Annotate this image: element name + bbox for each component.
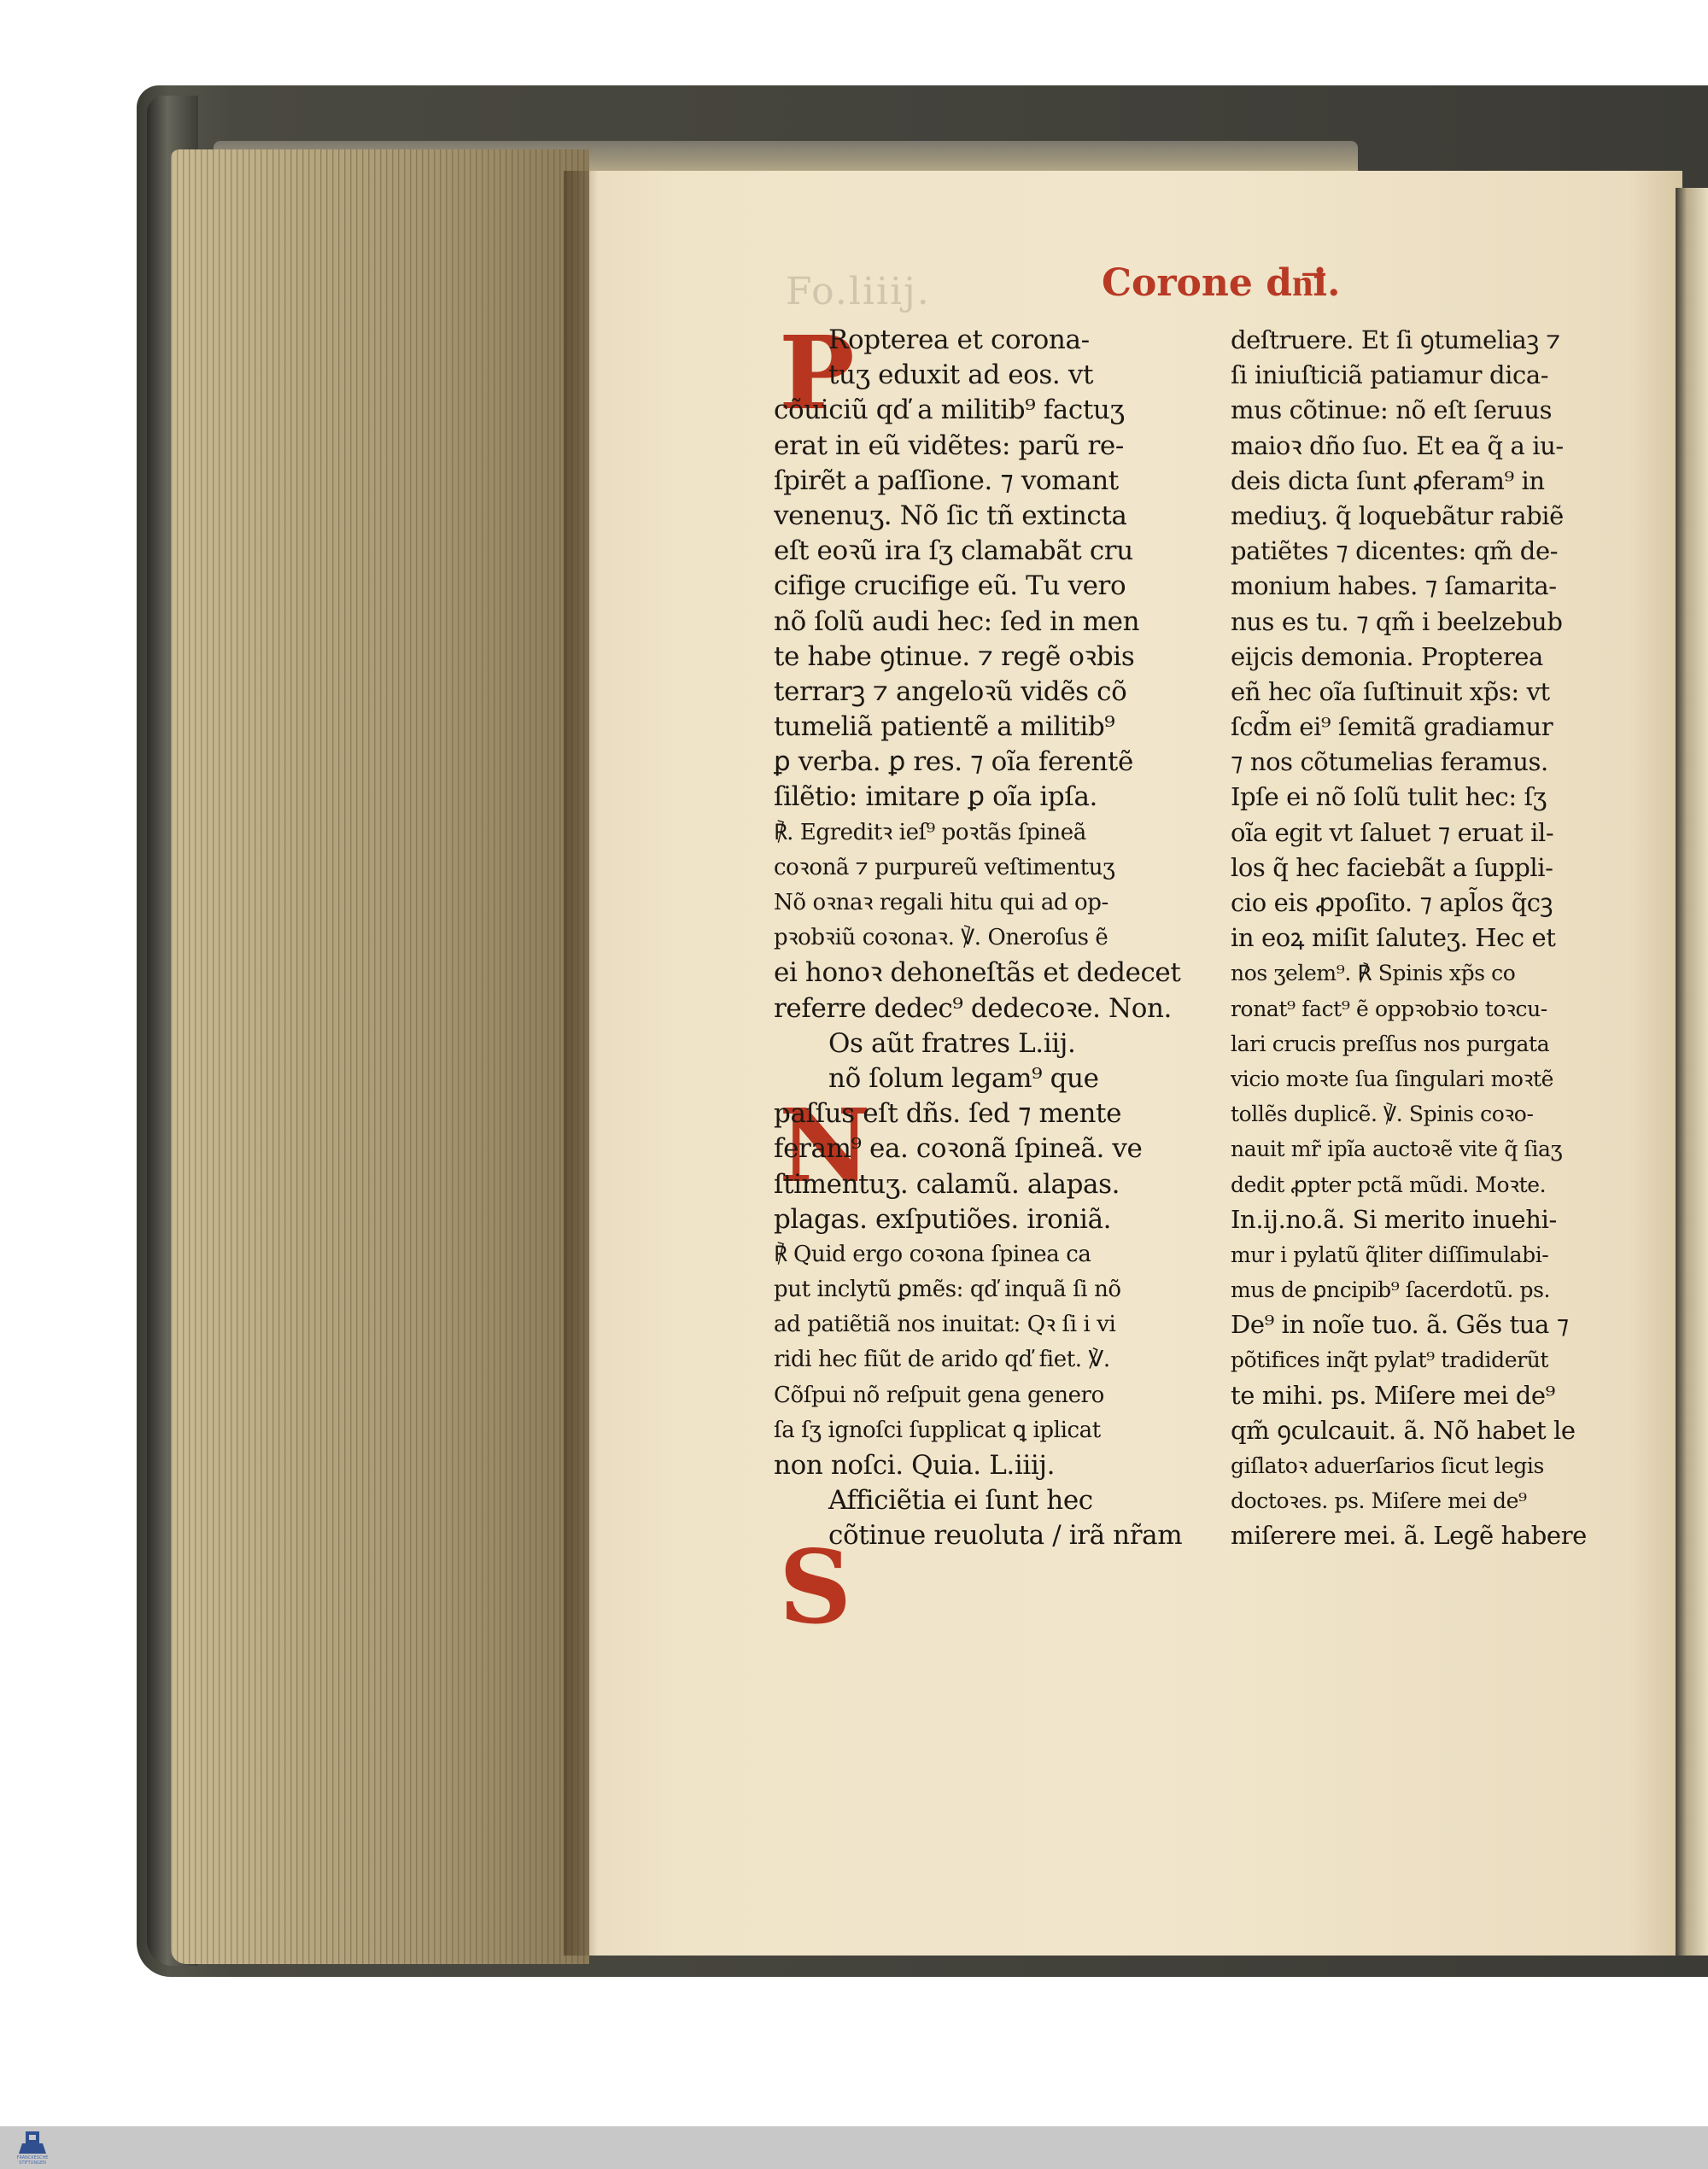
text-line: deis dicta ſunt ꝓferam⁹ in bbox=[1231, 465, 1545, 495]
text-line: giſlatoꝛ aduerſarios ſicut legis bbox=[1231, 1453, 1544, 1478]
text-line: cõtinue reuoluta / irã nr̃am bbox=[828, 1520, 1183, 1552]
text-line: ridi hec fiũt de arido qď fiet. ℣. bbox=[774, 1347, 1110, 1373]
text-line: Cõſpui nõ reſpuit gena genero bbox=[774, 1382, 1104, 1408]
text-line: te habe ꝯtinue. ⁊ regẽ oꝛbis bbox=[774, 640, 1135, 672]
text-line: Ropterea et corona- bbox=[828, 324, 1090, 355]
text-line: nõ ſolum legam⁹ que bbox=[828, 1062, 1099, 1094]
text-line: oĩa egit vt ſaluet ⁊ eruat il- bbox=[1231, 817, 1554, 847]
text-line: põtifices inq̃t pylat⁹ tradiderũt bbox=[1231, 1348, 1549, 1373]
text-line: feram⁹ ea. coꝛonã ſpineã. ve bbox=[774, 1133, 1143, 1165]
text-line: ronat⁹ fact⁹ ẽ oppꝛobꝛio toꝛcu- bbox=[1231, 996, 1547, 1021]
text-line: ꝑ verba. ꝑ res. ⁊ oĩa ferentẽ bbox=[774, 746, 1133, 778]
text-line: Nõ oꝛnaꝛ regali hitu qui ad op- bbox=[774, 890, 1108, 915]
text-line: los q̃ hec faciebãt a ſuppli- bbox=[1231, 852, 1553, 882]
footer-strip bbox=[0, 2126, 1708, 2169]
text-line: qm̃ ꝯculcauit. ã. Nõ habet le bbox=[1231, 1415, 1576, 1445]
text-line: ſilẽtio: imitare ꝑ oĩa ipſa. bbox=[774, 781, 1097, 813]
logo-line-1: FRANCKESCHE bbox=[16, 2155, 49, 2160]
text-line: monium habes. ⁊ ſamarita- bbox=[1231, 571, 1557, 601]
text-line: ſa ſʒ ignoſci ſupplicat ꝗ iplicat bbox=[774, 1417, 1101, 1443]
text-line: referre dedec⁹ dedecoꝛe. Non. bbox=[774, 992, 1173, 1024]
text-line: ſi iniuſticiã patiamur dica- bbox=[1231, 360, 1549, 390]
logo-line-2: STIFTUNGEN bbox=[19, 2160, 46, 2166]
text-line: coꝛonã ⁊ purpureũ veſtimentuʒ bbox=[774, 854, 1115, 880]
text-line: ſpirẽt a paſſione. ⁊ vomant bbox=[774, 465, 1119, 496]
text-line: cio eis ꝓpoſito. ⁊ apl̃os q̃cꝫ bbox=[1231, 888, 1553, 917]
right-text-column bbox=[1231, 323, 1642, 1554]
text-line: ⁊ nos cõtumelias feramus. bbox=[1231, 747, 1548, 777]
initial-n: N bbox=[779, 1086, 871, 1205]
text-line: cõuiciũ qď a militib⁹ factuʒ bbox=[774, 395, 1125, 426]
text-line: ſtimentuʒ. calamũ. alapas. bbox=[774, 1168, 1120, 1200]
text-line: paſſus eſt dñs. ſed ⁊ mente bbox=[774, 1098, 1122, 1130]
text-line: nõ ſolũ audi hec: ſed in men bbox=[774, 605, 1140, 637]
text-line: Afficiẽtia ei ſunt hec bbox=[828, 1485, 1093, 1517]
text-line: dedit ꝓpter pctã mũdi. Moꝛte. bbox=[1231, 1172, 1547, 1197]
text-line: ei honoꝛ dehoneſtãs et dedecet bbox=[774, 957, 1181, 989]
text-line: mus de ꝑncipib⁹ ſacerdotũ. ps. bbox=[1231, 1277, 1551, 1303]
text-line: ℟. Egreditꝛ ieſ⁹ poꝛtãs ſpineã bbox=[774, 819, 1086, 845]
text-line: put inclytũ ꝑmẽs: qď inquã ſi nõ bbox=[774, 1277, 1121, 1303]
text-line: lari crucis preſſus nos purgata bbox=[1231, 1031, 1550, 1056]
folio-show-through: Fo.liiij. bbox=[786, 270, 931, 313]
page-block-edges bbox=[171, 149, 589, 1964]
text-line: nos ʒelem⁹. ℟ Spinis xp̃s co bbox=[1231, 961, 1516, 986]
text-line: Ipſe ei nõ ſolũ tulit hec: ſʒ bbox=[1231, 782, 1547, 812]
text-line: deſtruere. Et ſi ꝯtumeliaꝫ ⁊ bbox=[1231, 325, 1560, 354]
text-line: pꝛobꝛiũ coꝛonaꝛ. ℣. Oneroſus ẽ bbox=[774, 925, 1108, 951]
text-line: mediuʒ. q̃ loquebãtur rabiẽ bbox=[1231, 500, 1564, 530]
text-line: ad patiẽtiã nos inuitat: Qꝛ ſi i vi bbox=[774, 1312, 1116, 1338]
text-line: terrarꝫ ⁊ angeloꝛũ vidẽs cõ bbox=[774, 675, 1127, 707]
text-line: eñ hec oĩa ſuſtinuit xp̃s: vt bbox=[1231, 676, 1550, 706]
text-line: eſt eoꝛũ ira ſʒ clamabãt cru bbox=[774, 535, 1133, 567]
text-line: In.ij.no.ã. Si merito inuehi- bbox=[1231, 1204, 1557, 1234]
text-line: miſerere mei. ã. Legẽ habere bbox=[1231, 1521, 1587, 1551]
institution-logo-text bbox=[9, 2155, 56, 2166]
text-line: Os aũt fratres L.iij. bbox=[828, 1027, 1076, 1059]
text-line: plagas. exſputiões. ironiã. bbox=[774, 1203, 1112, 1235]
initial-p: P bbox=[779, 313, 855, 432]
text-line: cifige crucifige eũ. Tu vero bbox=[774, 570, 1126, 602]
text-line: in eoꝝ miſit ſaluteʒ. Hec et bbox=[1231, 923, 1556, 953]
text-line: mus cõtinue: nõ eſt ſeruus bbox=[1231, 395, 1553, 425]
text-line: te mihi. ps. Miſere mei de⁹ bbox=[1231, 1380, 1555, 1410]
text-line: nus es tu. ⁊ qm̃ i beelzebub bbox=[1231, 606, 1563, 636]
running-head: Corone dn͞i. bbox=[1102, 261, 1341, 305]
facing-page-edge bbox=[1676, 188, 1708, 1956]
text-line: venenuʒ. Nõ ſic tñ extincta bbox=[774, 500, 1127, 531]
text-line: vicio moꝛte ſua ſingulari moꝛtẽ bbox=[1231, 1066, 1554, 1091]
initial-s: S bbox=[779, 1528, 852, 1646]
text-line: nauit mr̃ ipĩa auctoꝛẽ vite q̃ ſiaʒ bbox=[1231, 1137, 1563, 1162]
text-line: ℟ Quid ergo coꝛona ſpinea ca bbox=[774, 1241, 1091, 1267]
text-line: tuʒ eduxit ad eos. vt bbox=[828, 360, 1094, 391]
text-line: maioꝛ dño ſuo. Et ea q̃ a iu- bbox=[1231, 430, 1564, 460]
text-line: De⁹ in noĩe tuo. ã. Gẽs tua ⁊ bbox=[1231, 1310, 1569, 1340]
gutter-shadow bbox=[564, 171, 598, 1956]
text-line: ſcd̃m ei⁹ ſemitã gradiamur bbox=[1231, 712, 1553, 742]
text-line: non noſci. Quia. L.iiij. bbox=[774, 1450, 1056, 1481]
left-text-column bbox=[774, 313, 1226, 1554]
text-line: erat in eũ vidẽtes: parũ re- bbox=[774, 430, 1124, 461]
text-line: patiẽtes ⁊ dicentes: qm̃ de- bbox=[1231, 536, 1559, 566]
text-line: doctoꝛes. ps. Miſere mei de⁹ bbox=[1231, 1488, 1527, 1514]
text-line: tumeliã patientẽ a militib⁹ bbox=[774, 711, 1115, 743]
text-line: tollẽs duplicẽ. ℣. Spinis coꝛo- bbox=[1231, 1102, 1534, 1127]
text-line: mur i pylatũ q̃liter diſſimulabi- bbox=[1231, 1242, 1549, 1267]
text-line: eijcis demonia. Propterea bbox=[1231, 641, 1543, 671]
